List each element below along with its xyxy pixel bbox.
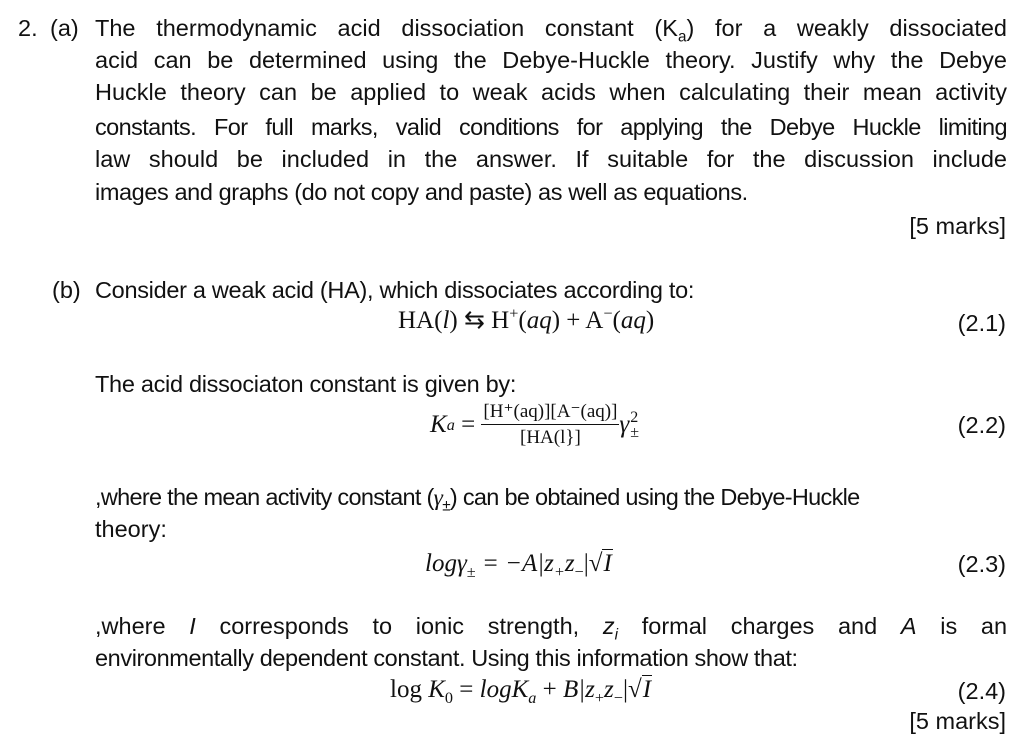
mean-activity-line-2: theory:	[95, 516, 167, 542]
part-a-line-4: constants. For full marks, valid conditions for applying the Debye Huckle limiting	[95, 114, 1007, 140]
question-number: 2.	[18, 15, 38, 41]
part-a-line-1: The thermodynamic acid dissociation constant $(K_a)$ for a weakly dissociated	[95, 15, 1007, 46]
part-a-line-6: images and graphs (do not copy and paste) as well as equations.	[95, 179, 748, 205]
where-line-2: environmentally dependent constant. Using this information show that:	[95, 645, 798, 671]
mean-activity-line-1: ,where the mean activity constant $(\gamma_\pm)$ can be obtained using the Debye-Huckle	[95, 484, 860, 515]
equation-2-4: $\log K_0 = \log K_a + B|z_+z_-|√I$	[390, 676, 652, 707]
part-a-marks: [5 marks]	[909, 213, 1006, 239]
part-b-label: (b)	[52, 277, 81, 303]
part-b-marks: [5 marks]	[909, 708, 1006, 734]
part-a-line-2: acid can be determined using the Debye-Huckle theory. Justify why the Debye	[95, 47, 1007, 73]
part-a-label: (a)	[50, 15, 79, 41]
equation-number-2-4: (2.4)	[957, 678, 1006, 704]
equation-2-1: HA(l) ⇆ H+(aq) + A−(aq)	[398, 304, 655, 334]
part-b-intro: Consider a weak acid (HA), which dissociates according to:	[95, 277, 695, 303]
equation-number-2-2: (2.2)	[957, 412, 1006, 438]
equation-number-2-3: (2.3)	[957, 551, 1006, 577]
part-a-line-3: Huckle theory can be applied to weak acids when calculating their mean activity	[95, 79, 1007, 105]
ka-fraction: $\frac{[H^+(aq)][A^-(aq)]}{[HA(l\}]}$	[483, 401, 618, 448]
equation-2-2: K a = $\frac{[H^+(aq)][A^-(aq)]}{[HA(l\}]}$ γ 2 ±	[430, 401, 640, 448]
equation-number-2-1: (2.1)	[957, 310, 1006, 336]
ka-intro: The acid dissociaton constant is given by:	[95, 371, 517, 397]
where-line-1: ,where I corresponds to ionic strength, $z_i$ formal charges and A is an	[95, 613, 1008, 644]
part-a-line-5: law should be included in the answer. If suitable for the discussion include	[95, 146, 1007, 172]
equation-2-3: $\log\gamma_\pm = -A|z_+z_-|√I$	[425, 550, 612, 581]
